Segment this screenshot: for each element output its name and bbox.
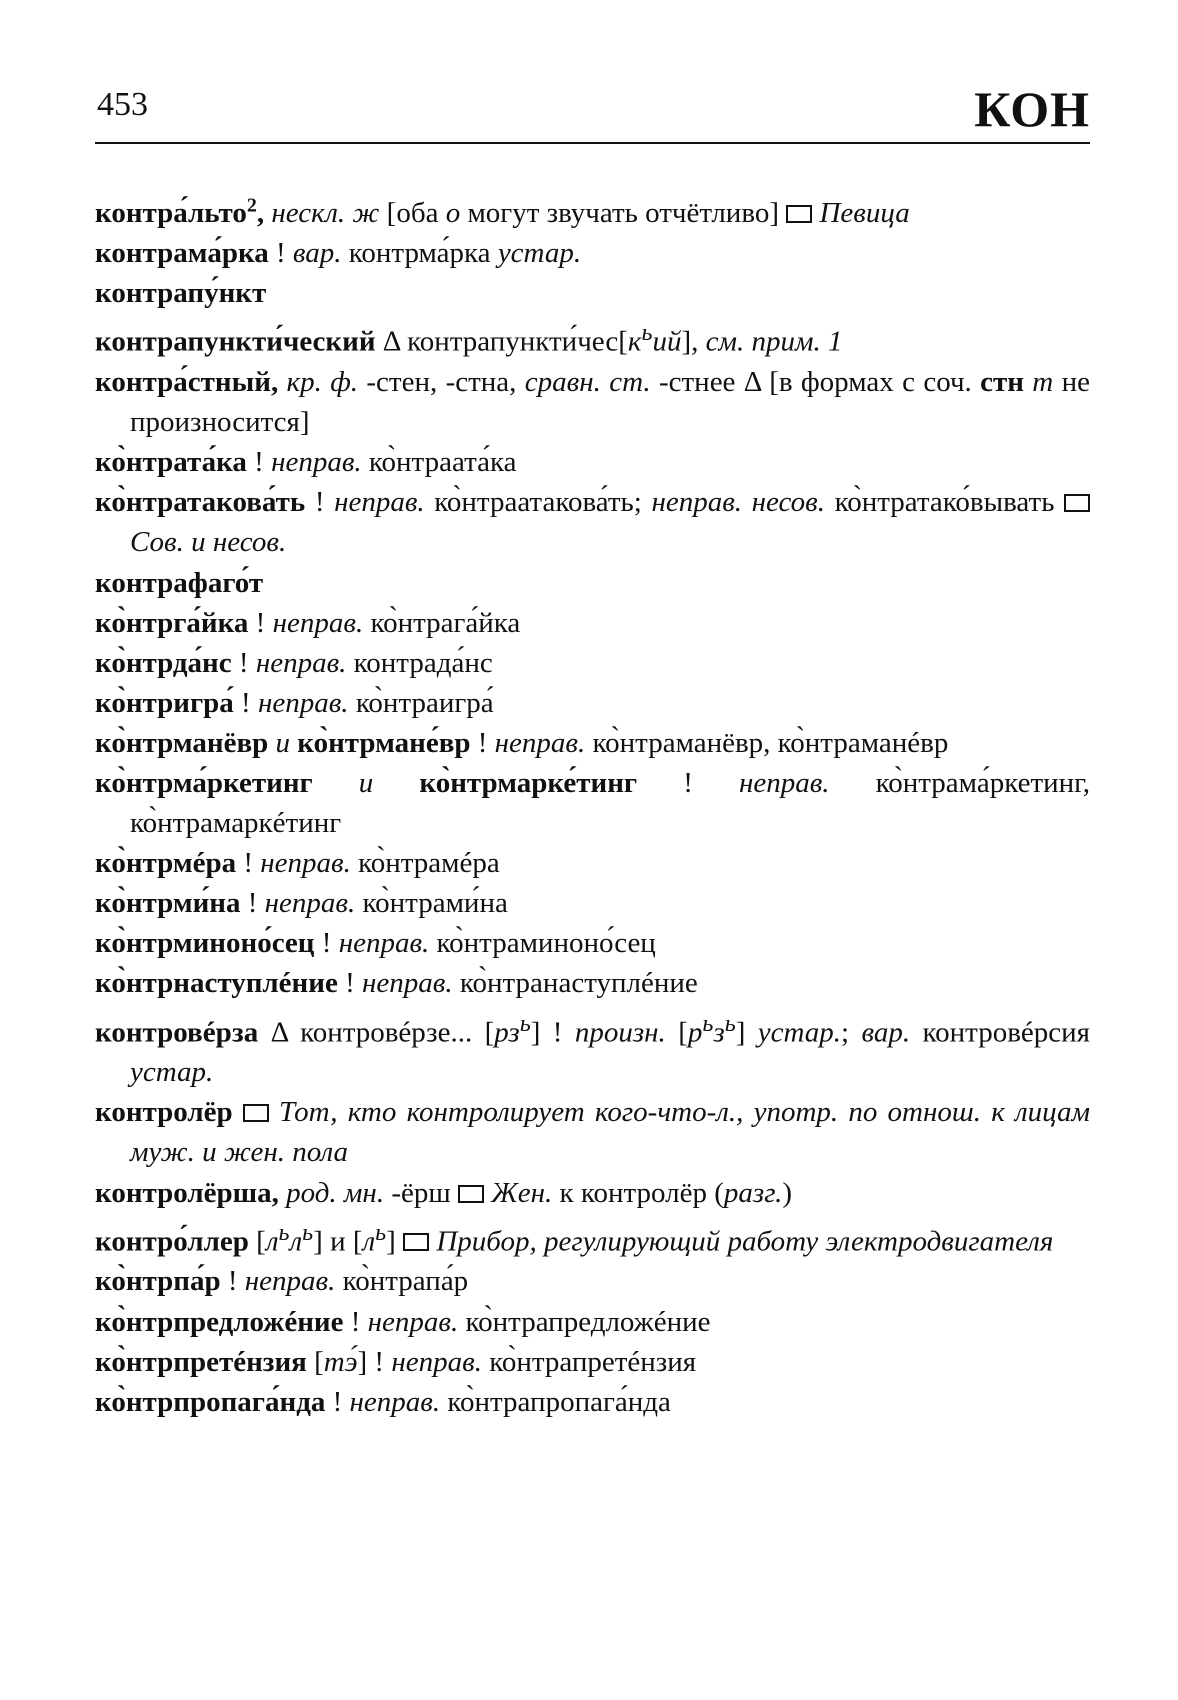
usage-label: неправ. — [367, 1305, 459, 1338]
entry: ко̀нтрма́ркетинг и ко̀нтрмарке́тинг ! неправ. ко̀нтрама́ркетинг, ко̀нтрамаркéтинг — [95, 766, 1091, 840]
definition-box-icon — [458, 1185, 484, 1203]
headword: ко̀нтрпа́р — [95, 1265, 221, 1298]
entry: ко̀нтрнаступлéние ! неправ. ко̀нтранаступлéние — [95, 967, 698, 1000]
entry: ко̀нтрманёвр и ко̀нтрмане́вр ! неправ. ко̀нтраманёвр, ко̀нтраманéвр — [95, 726, 949, 759]
headword: ко̀нтрпропага́нда — [95, 1385, 326, 1418]
usage-label: неправ. — [272, 606, 364, 639]
definition: Прибор, регулирующий работу электродвигателя — [436, 1225, 1054, 1258]
entry: ко̀нтрата́ка ! неправ. ко̀нтраата́ка — [95, 446, 517, 479]
usage-label: неправ. — [264, 887, 356, 920]
headword: контрапункти́ческий — [95, 325, 376, 358]
headword: ко̀нтратакова́ть — [95, 486, 306, 519]
definition-box-icon — [243, 1104, 269, 1122]
page-header — [95, 80, 1090, 144]
entry: контровéрза Δ контровéрзе... $[рз^ь]$ ! произн. $[р^ьз^ь]$ устар.; вар. контровéрсия устар. — [95, 1009, 1090, 1089]
delta-icon: Δ — [743, 366, 761, 399]
headword: контролёр — [95, 1096, 233, 1129]
headword: ко̀нтрмéра — [95, 847, 237, 880]
headword: ко̀нтрнаступлéние — [95, 967, 338, 1000]
entry-list — [95, 193, 1090, 1422]
usage-label: вар. — [292, 237, 342, 270]
page-number: 453 — [97, 86, 148, 123]
headword: контровéрза — [95, 1016, 259, 1049]
definition: Певица — [819, 197, 910, 229]
usage-label: неправ. — [391, 1345, 482, 1378]
entry: ко̀нтрми́на ! неправ. ко̀нтрами́на — [95, 887, 508, 920]
headword: ко̀нтрма́ркетинг — [95, 766, 313, 799]
headword-variant: ко̀нтрмане́вр — [297, 726, 471, 759]
usage-label: неправ. — [244, 1265, 336, 1298]
entry: ко̀нтрпредложéние ! неправ. ко̀нтрапредложéние — [95, 1305, 711, 1338]
headword: ко̀нтригра́ — [95, 686, 234, 719]
usage-label: неправ. — [257, 686, 349, 719]
entry: контра́стный, кр. ф. -стен, -стна, сравн. ст. -стнее Δ [в формах с соч. стн т не произносится] — [95, 366, 1090, 439]
headword: контрапу́нкт — [95, 277, 267, 310]
entry: ко̀нтрминоно́сец ! неправ. ко̀нтраминоно́сец — [95, 927, 656, 960]
reference: см. прим. 1 — [705, 325, 843, 358]
homonym-number: 2 — [246, 194, 257, 217]
headword: контрама́рка — [95, 237, 269, 270]
usage-label: неправ. — [255, 646, 347, 679]
headword: контра́стный — [95, 366, 271, 399]
usage-label: неправ. — [494, 726, 586, 759]
usage-label: неправ. — [334, 486, 425, 519]
headword: ко̀нтрманёвр — [95, 726, 269, 759]
entry: ко̀нтрда́нс ! неправ. контрада́нс — [95, 646, 493, 679]
definition-box-icon — [786, 205, 812, 223]
headword: ко̀нтрда́нс — [95, 646, 232, 679]
definition-box-icon — [1064, 494, 1090, 512]
definition: Сов. и несов. — [130, 526, 287, 559]
entry: ко̀нтригра́ ! неправ. ко̀нтраигра́ — [95, 686, 494, 719]
entry: ко̀нтрпропага́нда ! неправ. ко̀нтрапропага́нда — [95, 1385, 671, 1418]
entry: ко̀нтрпа́р ! неправ. ко̀нтрапа́р — [95, 1265, 469, 1298]
entry — [95, 273, 1090, 313]
usage-label: неправ. — [738, 766, 830, 799]
headword: ко̀нтрминоно́сец — [95, 927, 315, 960]
entry: контрапункти́ческий Δ $контрапункти́чес[к^ьий]$, см. прим. 1 — [95, 319, 843, 358]
headword: ко̀нтрга́йка — [95, 606, 249, 639]
entry: контра́льто$^2$, нескл. ж [оба о могут звучать отчётливо] Певица — [95, 194, 910, 229]
headword: ко̀нтрпретéнзия — [95, 1345, 307, 1378]
headword-variant: ко̀нтрмарке́тинг — [419, 766, 638, 799]
definition: Тот, кто контролирует кого-что-л., употр. по отнош. к лицам муж. и жен. пола — [130, 1096, 1090, 1169]
entry: контрама́рка ! вар. контрма́рка устар. — [95, 237, 582, 270]
usage-label: устар. — [497, 237, 582, 270]
entry: ко̀нтратакова́ть ! неправ. ко̀нтраатакова́ть; неправ. несов. ко̀нтратако́вывать Сов. и несов. — [95, 482, 1090, 562]
headword: контролёрша — [95, 1176, 272, 1209]
definition-box-icon — [403, 1233, 429, 1251]
usage-label: неправ. — [349, 1385, 441, 1418]
entry — [95, 1092, 1090, 1172]
entry: контро́ллер $[л^ьл^ь]$ и $[л^ь]$ Прибор, регулирующий работу электродвигателя — [95, 1218, 1054, 1258]
entry: контролёрша, род. мн. -ёрш Жен. к контролёр (разг.) — [95, 1176, 793, 1209]
usage-label: неправ. — [271, 446, 362, 479]
usage-label: неправ. — [338, 927, 430, 960]
usage-label: неправ. — [260, 847, 351, 880]
grammar-label: нескл. ж — [271, 197, 380, 229]
entry: ко̀нтрпретéнзия [тэ́] ! неправ. ко̀нтрапретéнзия — [95, 1345, 697, 1378]
headword: ко̀нтрпредложéние — [95, 1305, 344, 1338]
delta-icon: Δ — [270, 1016, 288, 1049]
entry: ко̀нтрга́йка ! неправ. ко̀нтрага́йка — [95, 606, 521, 639]
headword: контра́льто — [95, 197, 247, 229]
entry — [95, 563, 1090, 603]
headword: ко̀нтрата́ка — [95, 446, 247, 479]
headword: контро́ллер — [95, 1225, 249, 1258]
guide-word: КОН — [974, 81, 1090, 137]
headword: ко̀нтрми́на — [95, 887, 241, 920]
entry: ко̀нтрмéра ! неправ. ко̀нтрамéра — [95, 847, 500, 880]
headword: контрафаго́т — [95, 566, 264, 599]
usage-label: неправ. — [362, 967, 453, 1000]
delta-icon: Δ — [382, 325, 400, 358]
